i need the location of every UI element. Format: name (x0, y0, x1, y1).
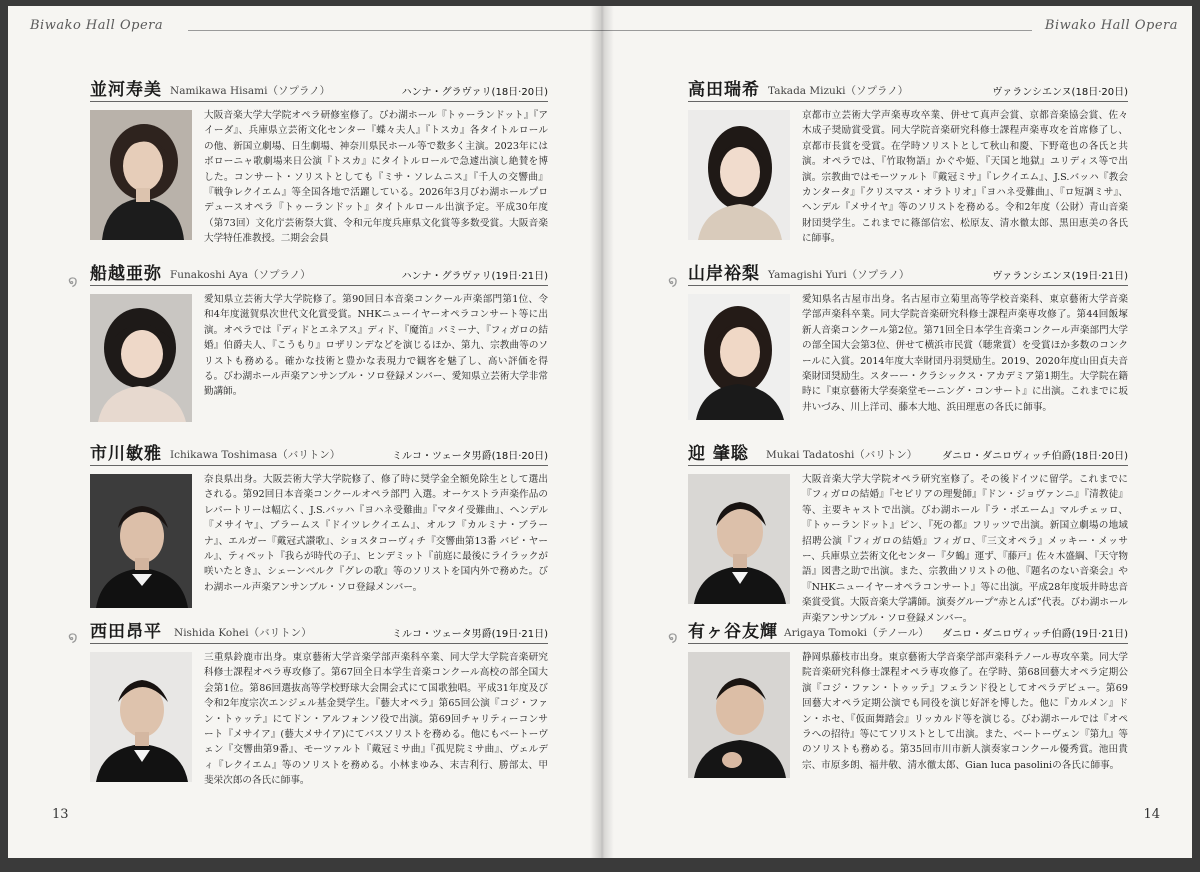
performer-role: ダニロ・ダニロヴィッチ伯爵(19日·21日) (942, 629, 1128, 640)
performer-name: 山岸裕梨 (688, 264, 760, 284)
swirl-ornament-icon: ໑ (68, 272, 78, 290)
profile-namikawa (90, 80, 548, 260)
performer-role: ダニロ・ダニロヴィッチ伯爵(18日·20日) (942, 451, 1128, 462)
performer-photo (688, 652, 790, 778)
performer-photo (90, 474, 192, 608)
performer-name: 西田昂平 (90, 622, 162, 642)
page-number: 14 (1143, 807, 1160, 822)
performer-romaji: Mukai Tadatoshi（バリトン） (766, 449, 918, 461)
performer-bio: 大阪音楽大学大学院オペラ研修室修了。びわ湖ホール『トゥーランドット』『アイーダ』、兵庫県立芸術文化センター『蝶々夫人』『トスカ』各タイトルロールの他、新国立劇場、日生劇場、神奈川県民ホール等で数多く主演。2023年にはボローニャ歌劇場来日公演『トスカ』にタイトルロールで急遽出演し絶賛を博した。コンサート・ソリストとしても『ミサ・ソレムニス』『千人の交響曲』『戦争レクイエム』等全国各地で活躍している。2026年3月びわ湖ホールプロデュースオペラ『トゥーランドット』タイトルロール出演予定。平成30年度（第73回）文化庁芸術祭大賞、令和元年度兵庫県文化賞等多数受賞。大阪音楽大学特任准教授。二期会会員 (204, 110, 548, 245)
performer-bio: 大阪音楽大学大学院オペラ研究室修了。その後ドイツに留学。これまでに『フィガロの結婚』『セビリアの理髪師』『ドン・ジョヴァンニ』『清教徒』等、主要キャストで出演。びわ湖ホール『ラ・ボエーム』マルチェッロ、『トゥーランドット』ピン、『死の都』フリッツで出演。新国立劇場の地域招聘公演『フィガロの結婚』フィガロ、『三文オペラ』メッキー・メッサー、兵庫県立芸術文化センター『夕鶴』運ず、『藤戸』佐々木盛綱、『天守物語』図書之助で出演。また、宗教曲ソリストの他、『題名のない音楽会』や『NHKニューイヤーオペラコンサート』等に出演。平成28年度坂井時忠音楽賞受賞。大阪音楽大学講師。演奏グループ“赤とんぼ”代表。びわ湖ホール声楽アンサンブル・ソロ登録メンバー。 (802, 474, 1128, 624)
performer-bio: 愛知県名古屋市出身。名古屋市立菊里高等学校音楽科、東京藝術大学音楽学部声楽科卒業。同大学院音楽研究科修士課程声楽専攻修了。第44回飯塚新人音楽コンクール第2位。第71回全日本学生音楽コンクール声楽部門大学の部全国大会第3位、併せて横浜市民賞（聴衆賞）を受賞ほか多数のコンクールに入賞。2014年度大幸財団丹羽奨励生。2019、2020年度山田貞夫音楽財団奨励生。スターー・クラシックス・アカデミア第1期生。大学院在籍時に『東京藝術大学奏楽堂モーニング・コンサート』に出演。これまでに坂井いづみ、川上洋司、藤本大地、浜田理恵の各氏に師事。 (802, 294, 1128, 413)
profile-nishida (90, 622, 548, 792)
profile-mukai (688, 444, 1128, 624)
performer-romaji: Ichikawa Toshimasa（バリトン） (170, 449, 341, 461)
profile-heading (90, 264, 548, 286)
left-header (8, 6, 602, 52)
profile-heading (90, 444, 548, 466)
performer-name: 並河寿美 (90, 80, 162, 100)
header-rule (188, 30, 602, 31)
performer-role: ミルコ・ツェータ男爵(18日·20日) (391, 451, 548, 462)
profile-takada (688, 80, 1128, 260)
performer-bio: 三重県鈴鹿市出身。東京藝術大学音楽学部声楽科卒業、同大学大学院音楽研究科修士課程オペラ専攻修了。第67回全日本学生音楽コンクール高校の部全国大会第1位。第86回選抜高等学校野球大会開会式にて国歌独唱。平成31年度及び令和2年度宗次エンジェル基金奨学生。『藝大オペラ』第65回公演『コジ・ファン・トゥッテ』にてドン・アルフォンソ役で出演。第69回チャリティーコンサート『メサイア』(藝大メサイア)にてバスソリストを務める。他にもベートーヴェン『交響曲第9番』、モーツァルト『戴冠ミサ曲』『孤児院ミサ曲』、ヴェルディ『レクイエム』等のソリストを務める。小林まゆみ、末吉利行、勝部太、甲斐栄次郎の各氏に師事。 (204, 652, 548, 787)
header-title: Biwako Hall Opera (30, 18, 164, 33)
profile-heading (90, 80, 548, 102)
performer-name: 迎 肇聡 (688, 444, 749, 464)
right-header (602, 6, 1192, 52)
performer-name: 高田瑞希 (688, 80, 760, 100)
performer-romaji: Yamagishi Yuri（ソプラノ） (768, 269, 910, 281)
performer-role: ハンナ・グラヴァリ(19日·21日) (401, 271, 548, 282)
performer-photo (688, 474, 790, 604)
performer-photo (688, 110, 790, 240)
performer-romaji: Arigaya Tomoki（テノール） (784, 627, 929, 639)
profile-arigaya (688, 622, 1128, 792)
performer-bio: 静岡県藤枝市出身。東京藝術大学音楽学部声楽科テノール専攻卒業。同大学院音楽研究科修士課程オペラ専攻修了。在学時、第68回藝大オペラ定期公演『コジ・ファン・トゥッテ』フェランド役としてオペラデビュー。第69回藝大オペラ定期公演でも同役を演じ好評を博した。他に『カルメン』ドン・ホセ、『仮面舞踏会』リッカルド等を演じる。びわ湖ホールでは『オペラへの招待』等にてソリストとして出演。また、ベートーヴェン『第九』等のソリストも務める。第35回市川市新人演奏家コンクール優秀賞。池田貴宗、市原多朗、福井敬、清水徹太郎、Gian luca pasoliniの各氏に師事。 (802, 652, 1128, 771)
performer-name: 船越亜弥 (90, 264, 162, 284)
swirl-ornament-icon: ໑ (68, 628, 78, 646)
swirl-ornament-icon: ໑ (668, 628, 678, 646)
header-title: Biwako Hall Opera (1044, 18, 1178, 33)
right-page (602, 6, 1192, 858)
left-page (8, 6, 602, 858)
profile-yamagishi (688, 264, 1128, 440)
performer-photo (688, 294, 790, 420)
performer-role: ヴァランシエンヌ(18日·20日) (992, 87, 1128, 98)
profile-heading (90, 622, 548, 644)
performer-romaji: Takada Mizuki（ソプラノ） (768, 85, 909, 97)
performer-romaji: Namikawa Hisami（ソプラノ） (170, 85, 331, 97)
profile-heading (688, 264, 1128, 286)
swirl-ornament-icon: ໑ (668, 272, 678, 290)
performer-photo (90, 294, 192, 422)
performer-role: ヴァランシエンヌ(19日·21日) (992, 271, 1128, 282)
profile-funakoshi (90, 264, 548, 434)
performer-name: 有ヶ谷友輝 (688, 622, 778, 642)
performer-romaji: Nishida Kohei（バリトン） (174, 627, 312, 639)
profile-heading (688, 622, 1128, 644)
page-gutter (590, 6, 614, 858)
performer-photo (90, 652, 192, 782)
performer-role: ハンナ・グラヴァリ(18日·20日) (401, 87, 548, 98)
performer-bio: 京都市立芸術大学声楽専攻卒業、併せて真声会賞、京都音楽協会賞、佐々木成子奨励賞受賞。同大学院音楽研究科修士課程声楽専攻を首席修了し、京都市長賞を受賞。在学時ソリストとして秋山和慶、下野竜也の各氏と共演。オペラでは、『竹取物語』かぐや姫、『天国と地獄』ユリディス等で出演。宗教曲ではモーツァルト『戴冠ミサ』『レクイエム』、J.S.バッハ『教会カンタータ』『クリスマス・オラトリオ』『ヨハネ受難曲』、『ロ短調ミサ』、ヘンデル『メサイヤ』等のソリストを務める。令和2年度（公財）青山音楽財団奨学生。これまでに篠部信宏、松原友、清水徹太郎、黒田恵美の各氏に師事。 (802, 110, 1128, 245)
profile-ichikawa (90, 444, 548, 616)
performer-bio: 愛知県立芸術大学大学院修了。第90回日本音楽コンクール声楽部門第1位、令和4年度滋賀県次世代文化賞受賞。NHKニューイヤーオペラコンサート等に出演。オペラでは『ディドとエネアス』ディド、『魔笛』パミーナ、『フィガロの結婚』伯爵夫人、『こうもり』ロザリンデなどを演じるほか、第九、宗教曲等のソリストも務める。確かな技術と豊かな表現力で観客を魅了し、高い評価を得る。びわ湖ホール声楽アンサンブル・ソロ登録メンバー、愛知県立芸術大学非常勤講師。 (204, 294, 548, 398)
page-number: 13 (52, 807, 69, 822)
performer-bio: 奈良県出身。大阪芸術大学大学院修了、修了時に奨学金全額免除生として選出される。第92回日本音楽コンクールオペラ部門 入選。オーケストラ声楽作品のレパートリーは幅広く、J.S.バッハ『ヨハネ受難曲』『マタイ受難曲』、ヘンデル『メサイヤ』、ブラームス『ドイツレクイエム』、オルフ『カルミナ・ブラーナ』、エルガー『戴冠式讃歌』、ショスタコーヴィチ『交響曲第13番 バビ・ヤール』、ティペット『我らが時代の子』、ヒンデミット『前庭に最後にライラックが咲いたとき』、シェーンベルク『グレの歌』等のソリストを国内外で務めた。びわ湖ホール声楽アンサンブル・ソロ登録メンバー。 (204, 474, 548, 593)
performer-romaji: Funakoshi Aya（ソプラノ） (170, 269, 311, 281)
performer-photo (90, 110, 192, 240)
performer-name: 市川敏雅 (90, 444, 162, 464)
profile-heading (688, 80, 1128, 102)
performer-role: ミルコ・ツェータ男爵(19日·21日) (391, 629, 548, 640)
header-rule (602, 30, 1032, 31)
profile-heading (688, 444, 1128, 466)
